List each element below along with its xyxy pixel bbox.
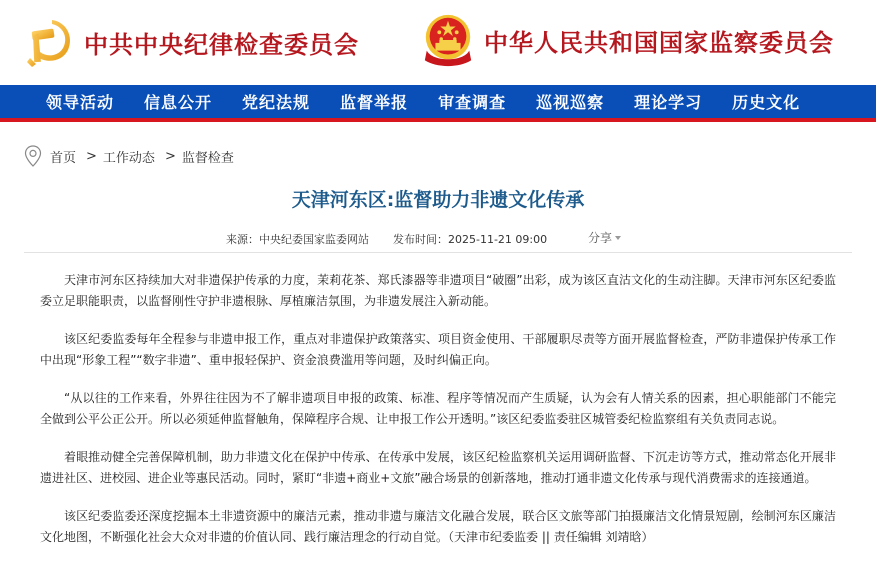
article-meta xyxy=(226,231,547,247)
main-nav xyxy=(0,85,876,118)
article-source: 来源：中央纪委国家监委网站 xyxy=(226,233,369,246)
breadcrumb-work-news[interactable]: 工作动态 xyxy=(102,150,155,166)
breadcrumb-home[interactable]: 首页 xyxy=(50,150,77,166)
article-title: 天津河东区:监督助力非遗文化传承 xyxy=(291,189,585,211)
breadcrumb-separator: > xyxy=(86,148,97,164)
article-paragraph: “从以往的工作来看，外界往往因为不了解非遗项目申报的政策、标准、程序等情况而产生质疑，认为会有人情关系的因素，担心职能部门不能完全做到公平公正公开。所以必须延伸监督触角，保障程序合规、让申报工作公开透明。”该区纪委监委驻区城管委纪检监察组有关负责同志说。 xyxy=(40,391,836,426)
article-paragraph: 该区纪委监委每年全程参与非遗申报工作，重点对非遗保护政策落实、项目资金使用、干部履职尽责等方面开展监督检查，严防非遗保护传承工作中出现“形象工程”“数字非遗”、重申报轻保护、资金浪费滥用等问题，及时纠偏正向。 xyxy=(40,332,836,367)
nsc-logo[interactable] xyxy=(420,12,834,68)
publish-time: 2025-11-21 09:00 xyxy=(448,232,548,246)
party-emblem-icon xyxy=(22,14,78,70)
share-label: 分享 xyxy=(588,231,613,245)
caret-down-icon xyxy=(615,236,621,240)
nav-item-regulations[interactable]: 党纪法规 xyxy=(242,93,311,112)
publish-label: 发布时间： xyxy=(393,233,448,246)
nav-item-report[interactable]: 监督举报 xyxy=(340,93,409,112)
article-paragraph: 该区纪委监委还深度挖掘本土非遗资源中的廉洁元素，推动非遗与廉洁文化融合发展，联合区文旅等部门拍摄廉洁文化情景短剧，绘制河东区廉洁文化地图，不断强化社会大众对非遗的价值认同、践行廉洁理念的行动自觉。（天津市纪委监委 || 责任编辑 刘靖晗） xyxy=(40,509,836,544)
nav-red-stripe xyxy=(0,118,876,122)
nav-item-theory[interactable]: 理论学习 xyxy=(634,93,703,112)
nav-item-investigation[interactable]: 审查调查 xyxy=(438,93,507,112)
nav-item-inspection[interactable]: 巡视巡察 xyxy=(536,93,605,112)
nav-item-history[interactable]: 历史文化 xyxy=(732,93,801,112)
nsc-name: 中华人民共和国国家监察委员会 xyxy=(484,27,834,57)
article-paragraph: 着眼推动健全完善保障机制，助力非遗文化在保护中传承、在传承中发展，该区纪检监察机关运用调研监督、下沉走访等方式，推动常态化开展非遗进社区、进校园、进企业等惠民活动。同时，紧盯“非遗+商业+文旅”融合场景的创新落地，推动打通非遗文化传承与现代消费需求的连接通道。 xyxy=(40,450,836,485)
breadcrumb-separator: > xyxy=(164,148,176,164)
site-header xyxy=(0,0,876,85)
nav-item-disclosure[interactable]: 信息公开 xyxy=(144,93,213,112)
ccdi-logo[interactable] xyxy=(22,14,359,70)
nav-item-leadership[interactable]: 领导活动 xyxy=(46,93,115,112)
breadcrumb-supervision[interactable]: 监督检查 xyxy=(181,150,234,166)
divider xyxy=(24,252,852,253)
article-paragraph: 天津市河东区持续加大对非遗保护传承的力度，茉莉花茶、郑氏漆器等非遗项目“破圈”出彩，成为该区直沽文化的生动注脚。天津市河东区纪委监委立足职能职责，以监督刚性守护非遗根脉、厚植廉洁氛围，为非遗发展注入新动能。 xyxy=(40,273,836,308)
ccdi-name: 中共中央纪律检查委员会 xyxy=(84,29,359,59)
article-body xyxy=(40,270,836,565)
location-pin-icon xyxy=(24,145,42,167)
breadcrumb xyxy=(24,145,234,167)
share-button[interactable] xyxy=(588,229,621,246)
national-emblem-icon xyxy=(420,12,476,68)
